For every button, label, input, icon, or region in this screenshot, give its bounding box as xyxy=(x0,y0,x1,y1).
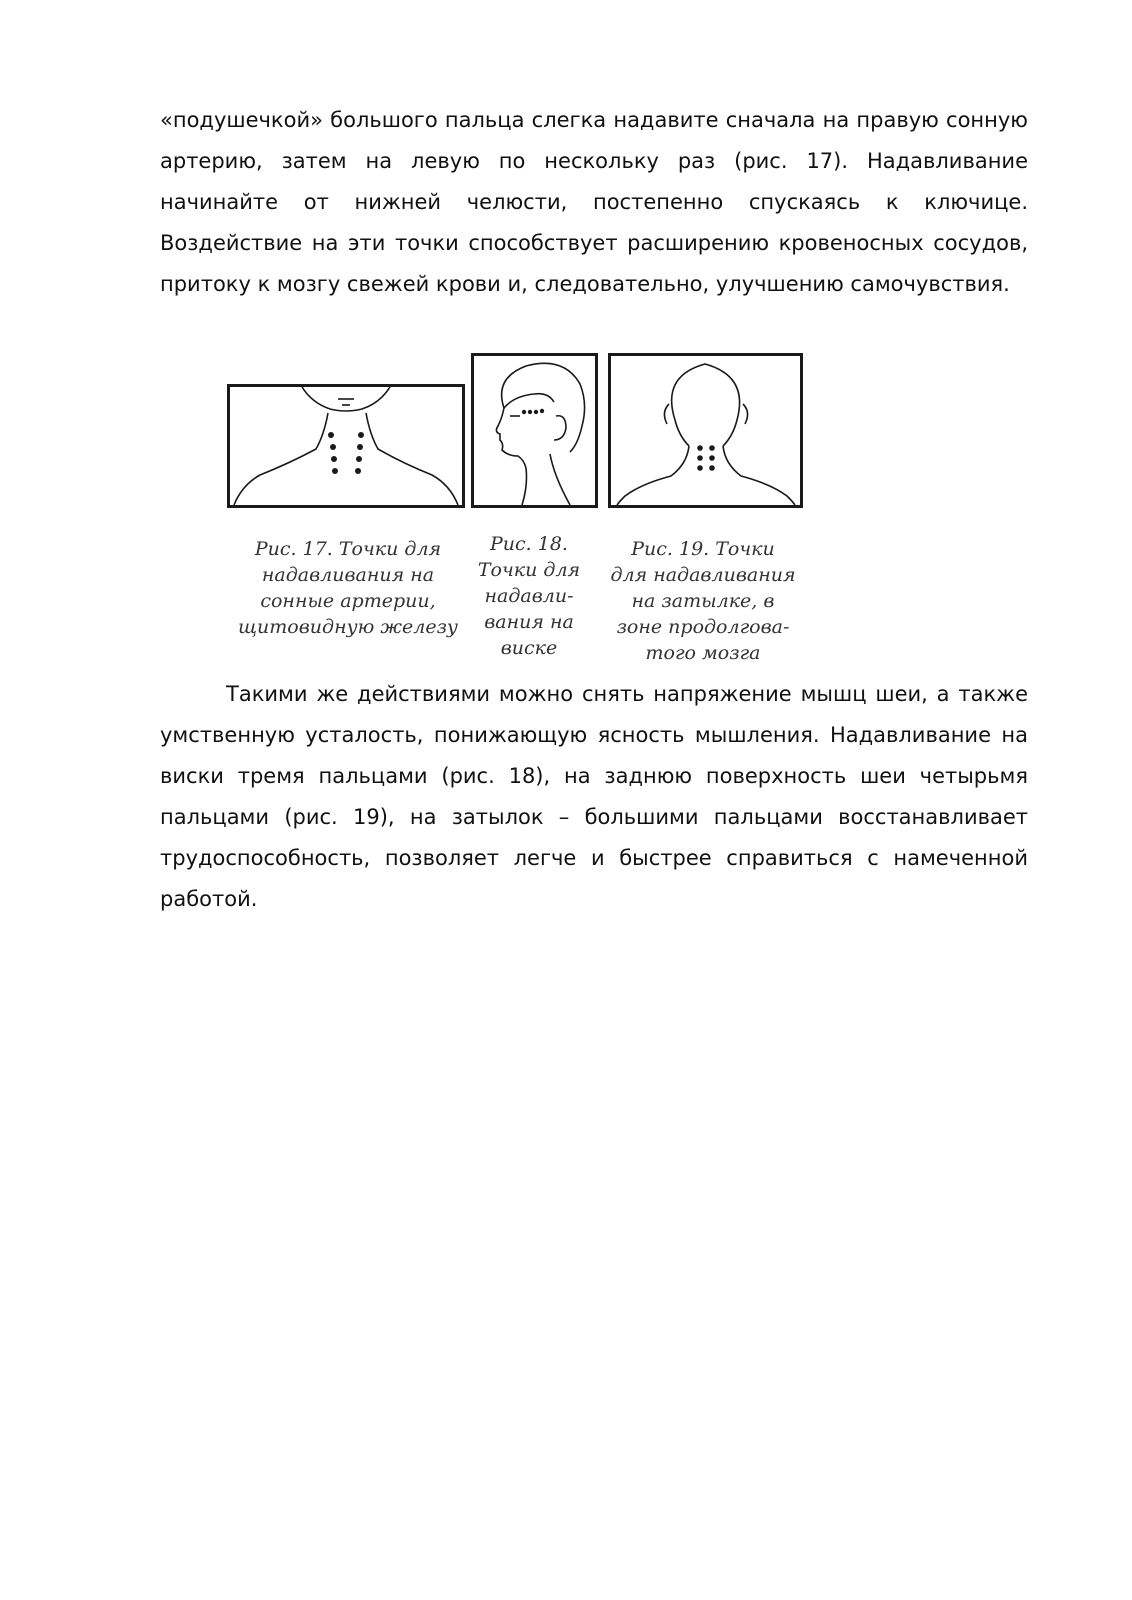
neck-front-illustration xyxy=(230,387,462,505)
pressure-dots-carotid xyxy=(328,432,364,474)
figure-18-caption xyxy=(468,531,590,661)
head-back-illustration xyxy=(611,356,800,505)
figure-18-head-profile xyxy=(471,353,598,508)
caption-line: Рис. 18. xyxy=(490,533,568,555)
caption-line: щитовидную железу xyxy=(238,616,458,638)
caption-line: Точки для xyxy=(477,559,581,581)
caption-line: виске xyxy=(500,637,558,659)
caption-line: надавливания на xyxy=(261,564,435,586)
caption-line: Рис. 19. Точки xyxy=(631,538,775,560)
caption-line: того мозга xyxy=(645,642,761,664)
figure-19-head-back xyxy=(608,353,803,508)
body-paragraph-2: Такими же действиями можно снять напряжение мышц шеи, а также умственную усталость, понижающую ясность мышления. Надавливание на виски тремя пальцами (рис. 18), на заднюю поверхность шеи четырьмя пальцами (рис. 19), на затылок – большими пальцами восстанавливает трудоспособность, позволяет легче и быстрее справиться с намеченной работой. xyxy=(160,682,1028,911)
caption-line: сонные артерии, xyxy=(260,590,436,612)
pressure-dots-nape xyxy=(697,445,715,471)
figure-17-caption xyxy=(224,536,472,640)
figure-17-neck-front xyxy=(227,384,465,508)
caption-line: надавли- xyxy=(484,585,574,607)
pressure-dots-temple xyxy=(522,409,544,414)
caption-line: Рис. 17. Точки для xyxy=(254,538,442,560)
caption-line: вания на xyxy=(484,611,574,633)
body-paragraph-1: «подушечкой» большого пальца слегка надавите сначала на правую сонную артерию, затем на левую по нескольку раз (рис. 17). Надавливание начинайте от нижней челюсти, постепенно спускаясь к ключице. Воздействие на эти точки способствует расширению кровеносных сосудов, притоку к мозгу свежей крови и, следовательно, улучшению самочувствия. xyxy=(160,108,1028,296)
figure-19-caption xyxy=(596,536,810,666)
caption-line: на затылке, в xyxy=(631,590,775,612)
head-profile-illustration xyxy=(474,356,595,505)
caption-line: зоне продолгова- xyxy=(616,616,790,638)
caption-line: для надавливания xyxy=(610,564,796,586)
